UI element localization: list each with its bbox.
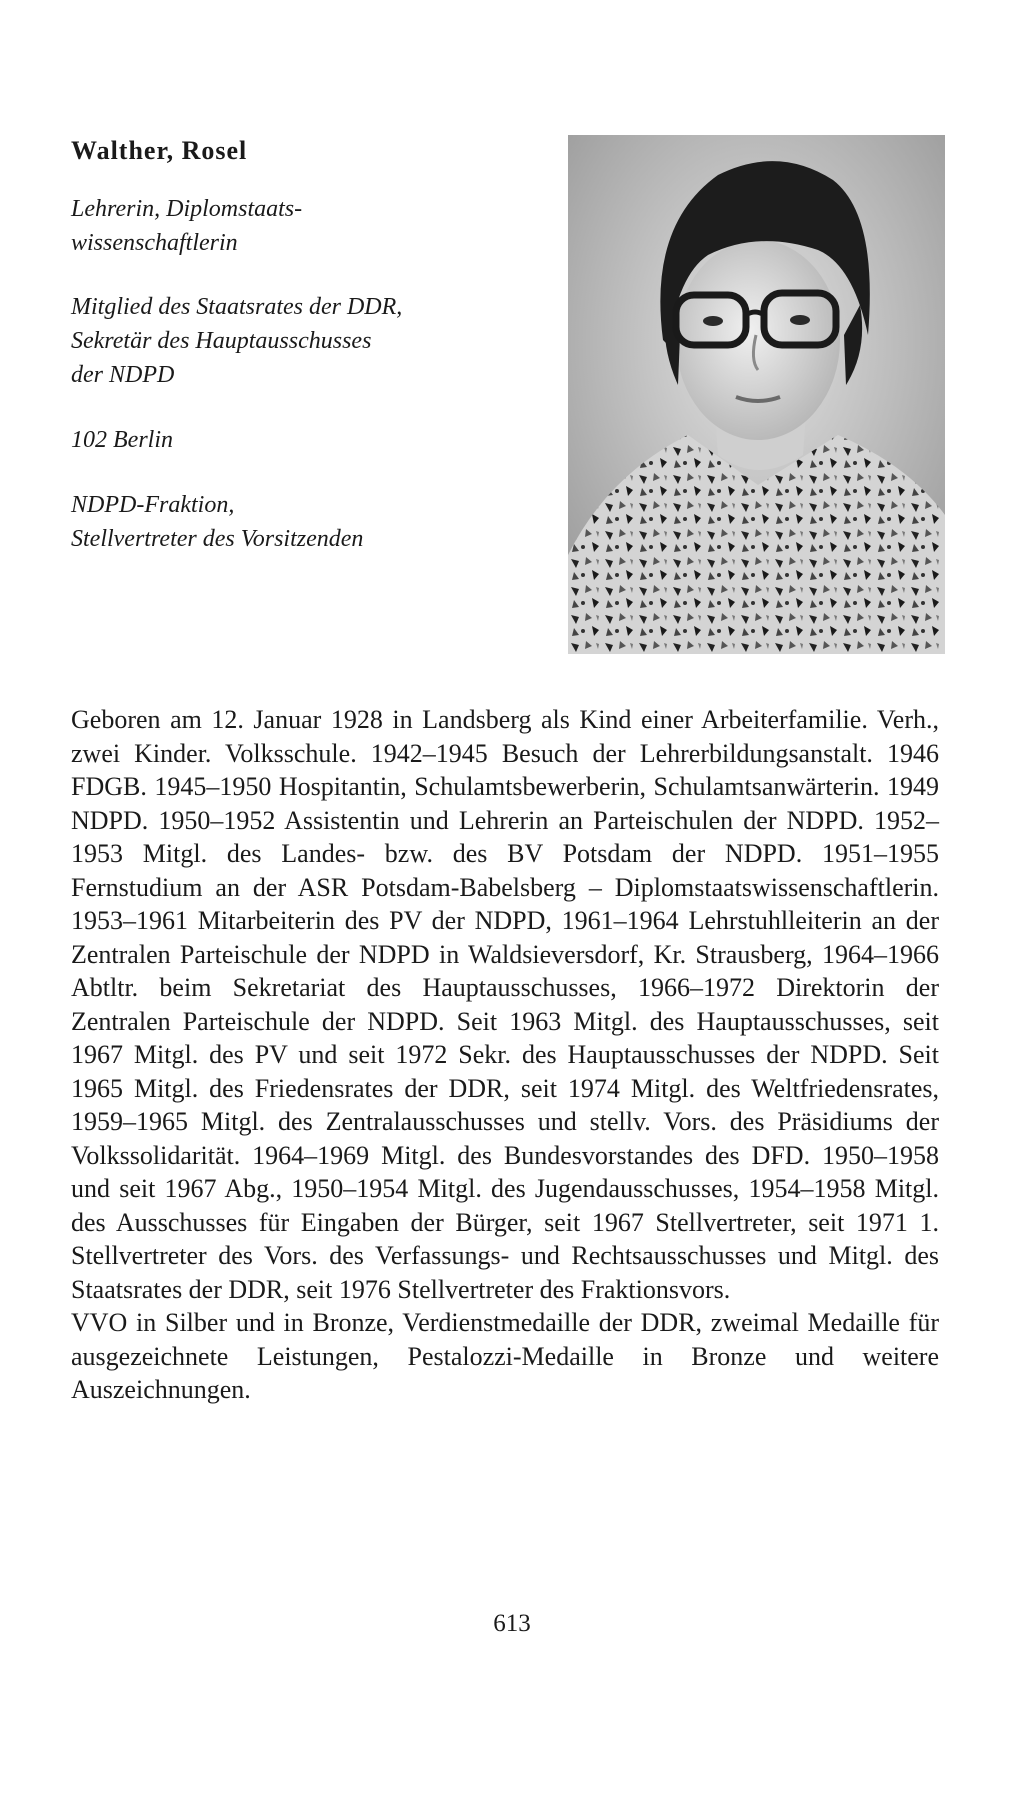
faction-line: Stellvertreter des Vorsitzenden bbox=[71, 526, 364, 552]
person-name: Walther, Rosel bbox=[71, 136, 248, 165]
portrait-photo bbox=[568, 135, 945, 654]
position-line: Sekretär des Hauptausschusses bbox=[71, 328, 372, 354]
profession-line: wissenschaftlerin bbox=[71, 230, 238, 256]
positions bbox=[71, 290, 551, 392]
position-line: der NDPD bbox=[71, 362, 175, 388]
awards-paragraph: VVO in Silber und in Bronze, Verdienstmedaille der DDR, zweimal Medaille für ausgezeichnete Leistungen, Pestalozzi-Medaille in Bronze und weitere Auszeichnungen. bbox=[71, 1308, 939, 1404]
biography-paragraph: Geboren am 12. Januar 1928 in Landsberg als Kind einer Arbeiterfamilie. Verh., zwei Kinder. Volksschule. 1942–1945 Besuch der Lehrerbildungsanstalt. 1946 FDGB. 1945–1950 Hospitantin, Schulamtsbewerberin, Schulamtsanwärterin. 1949 NDPD. 1950–1952 Assistentin und Lehrerin an Parteischulen der NDPD. 1952–1953 Mitgl. des Landes- bzw. des BV Potsdam der NDPD. 1951–1955 Fernstudium an der ASR Potsdam-Babelsberg – Diplomstaatswissenschaftlerin. 1953–1961 Mitarbeiterin des PV der NDPD, 1961–1964 Lehrstuhlleiterin an der Zentralen Parteischule der NDPD in Waldsieversdorf, Kr. Strausberg, 1964–1966 Abtltr. beim Sekretariat des Hauptausschusses, 1966–1972 Direktorin der Zentralen Parteischule der NDPD. Seit 1963 Mitgl. des Hauptausschusses, seit 1967 Mitgl. des PV und seit 1972 Sekr. des Hauptausschusses der NDPD. Seit 1965 Mitgl. des Friedensrates der DDR, seit 1974 Mitgl. des Weltfriedensrates, 1959–1965 Mitgl. des Zentralausschusses und stellv. Vors. des Präsidiums der Volkssolidarität. 1964–1969 Mitgl. des Bundesvorstandes des DFD. 1950–1958 und seit 1967 Abg., 1950–1954 Mitgl. des Jugendausschusses, 1954–1958 Mitgl. des Ausschusses für Eingaben der Bürger, seit 1967 Stellvertreter, seit 1971 1. Stellvertreter des Vors. des Verfassungs- und Rechtsausschusses und Mitgl. des Staatsrates der DDR, seit 1976 Stellvertreter des Fraktionsvors. bbox=[71, 705, 939, 1304]
faction bbox=[71, 488, 551, 556]
location-line: 102 Berlin bbox=[71, 427, 173, 453]
faction-line: NDPD-Fraktion, bbox=[71, 492, 235, 518]
profession bbox=[71, 192, 551, 260]
biography bbox=[71, 703, 939, 1407]
page-number: 613 bbox=[493, 1610, 531, 1637]
position-line: Mitglied des Staatsrates der DDR, bbox=[71, 294, 403, 320]
portrait-image bbox=[568, 135, 945, 654]
location bbox=[71, 423, 551, 457]
profession-line: Lehrerin, Diplomstaats- bbox=[71, 196, 303, 222]
